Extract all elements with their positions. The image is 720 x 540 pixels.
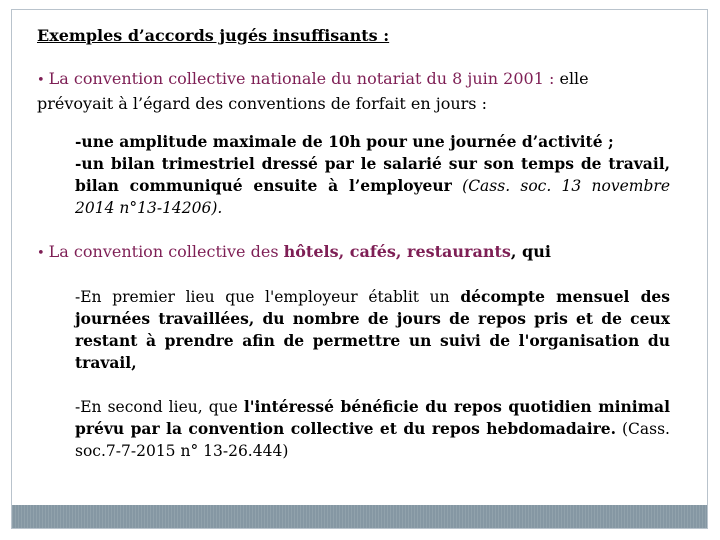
bullet-hcr-lead: La convention collective des bbox=[48, 242, 279, 261]
bullet-hcr bbox=[37, 242, 551, 261]
notariat-item-amplitude: -une amplitude maximale de 10h pour une journée d’activité ; bbox=[75, 132, 614, 151]
hcr-p1-intro: -En premier lieu que l'employeur établit un bbox=[75, 288, 450, 306]
bullet-notariat bbox=[37, 69, 589, 88]
bullet-notariat-line2: prévoyait à l’égard des conventions de forfait en jours : bbox=[37, 94, 487, 113]
bullet-notariat-rest: elle bbox=[559, 69, 589, 88]
hcr-paragraph-1 bbox=[75, 286, 670, 374]
hcr-paragraph-2 bbox=[75, 396, 670, 462]
notariat-item-bilan bbox=[75, 153, 670, 219]
footer-bar bbox=[12, 505, 707, 528]
bullet-hcr-emph: hôtels, cafés, restaurants bbox=[283, 242, 511, 261]
bullet-icon: • bbox=[37, 246, 45, 261]
bullet-hcr-rest: , qui bbox=[510, 242, 551, 261]
bullet-icon: • bbox=[37, 73, 45, 88]
bullet-notariat-lead: La convention collective nationale du notariat du 8 juin 2001 : bbox=[48, 69, 555, 88]
hcr-p1-body: décompte mensuel des journées travaillées, du nombre de jours de repos pris et de ceux restant à prendre afin de permettre un suivi de l'organisation du travail, bbox=[75, 287, 670, 372]
hcr-details bbox=[75, 286, 670, 462]
notariat-details bbox=[75, 131, 670, 219]
notariat-item-bilan-text: -un bilan trimestriel dressé par le salarié sur son temps de travail, bilan communiqué ensuite à l’employeur bbox=[75, 154, 670, 195]
hcr-citation: (Cass. soc.7-7-2015 n° 13-26.444) bbox=[75, 420, 670, 460]
slide-title: Exemples d’accords jugés insuffisants : bbox=[37, 26, 390, 45]
notariat-citation: (Cass. soc. 13 novembre 2014 n°13-14206). bbox=[75, 177, 670, 217]
hcr-p2-intro: -En second lieu, que bbox=[75, 398, 238, 416]
hcr-p2-body: l'intéressé bénéficie du repos quotidien minimal prévu par la convention collective et du repos hebdomadaire. bbox=[75, 397, 670, 438]
